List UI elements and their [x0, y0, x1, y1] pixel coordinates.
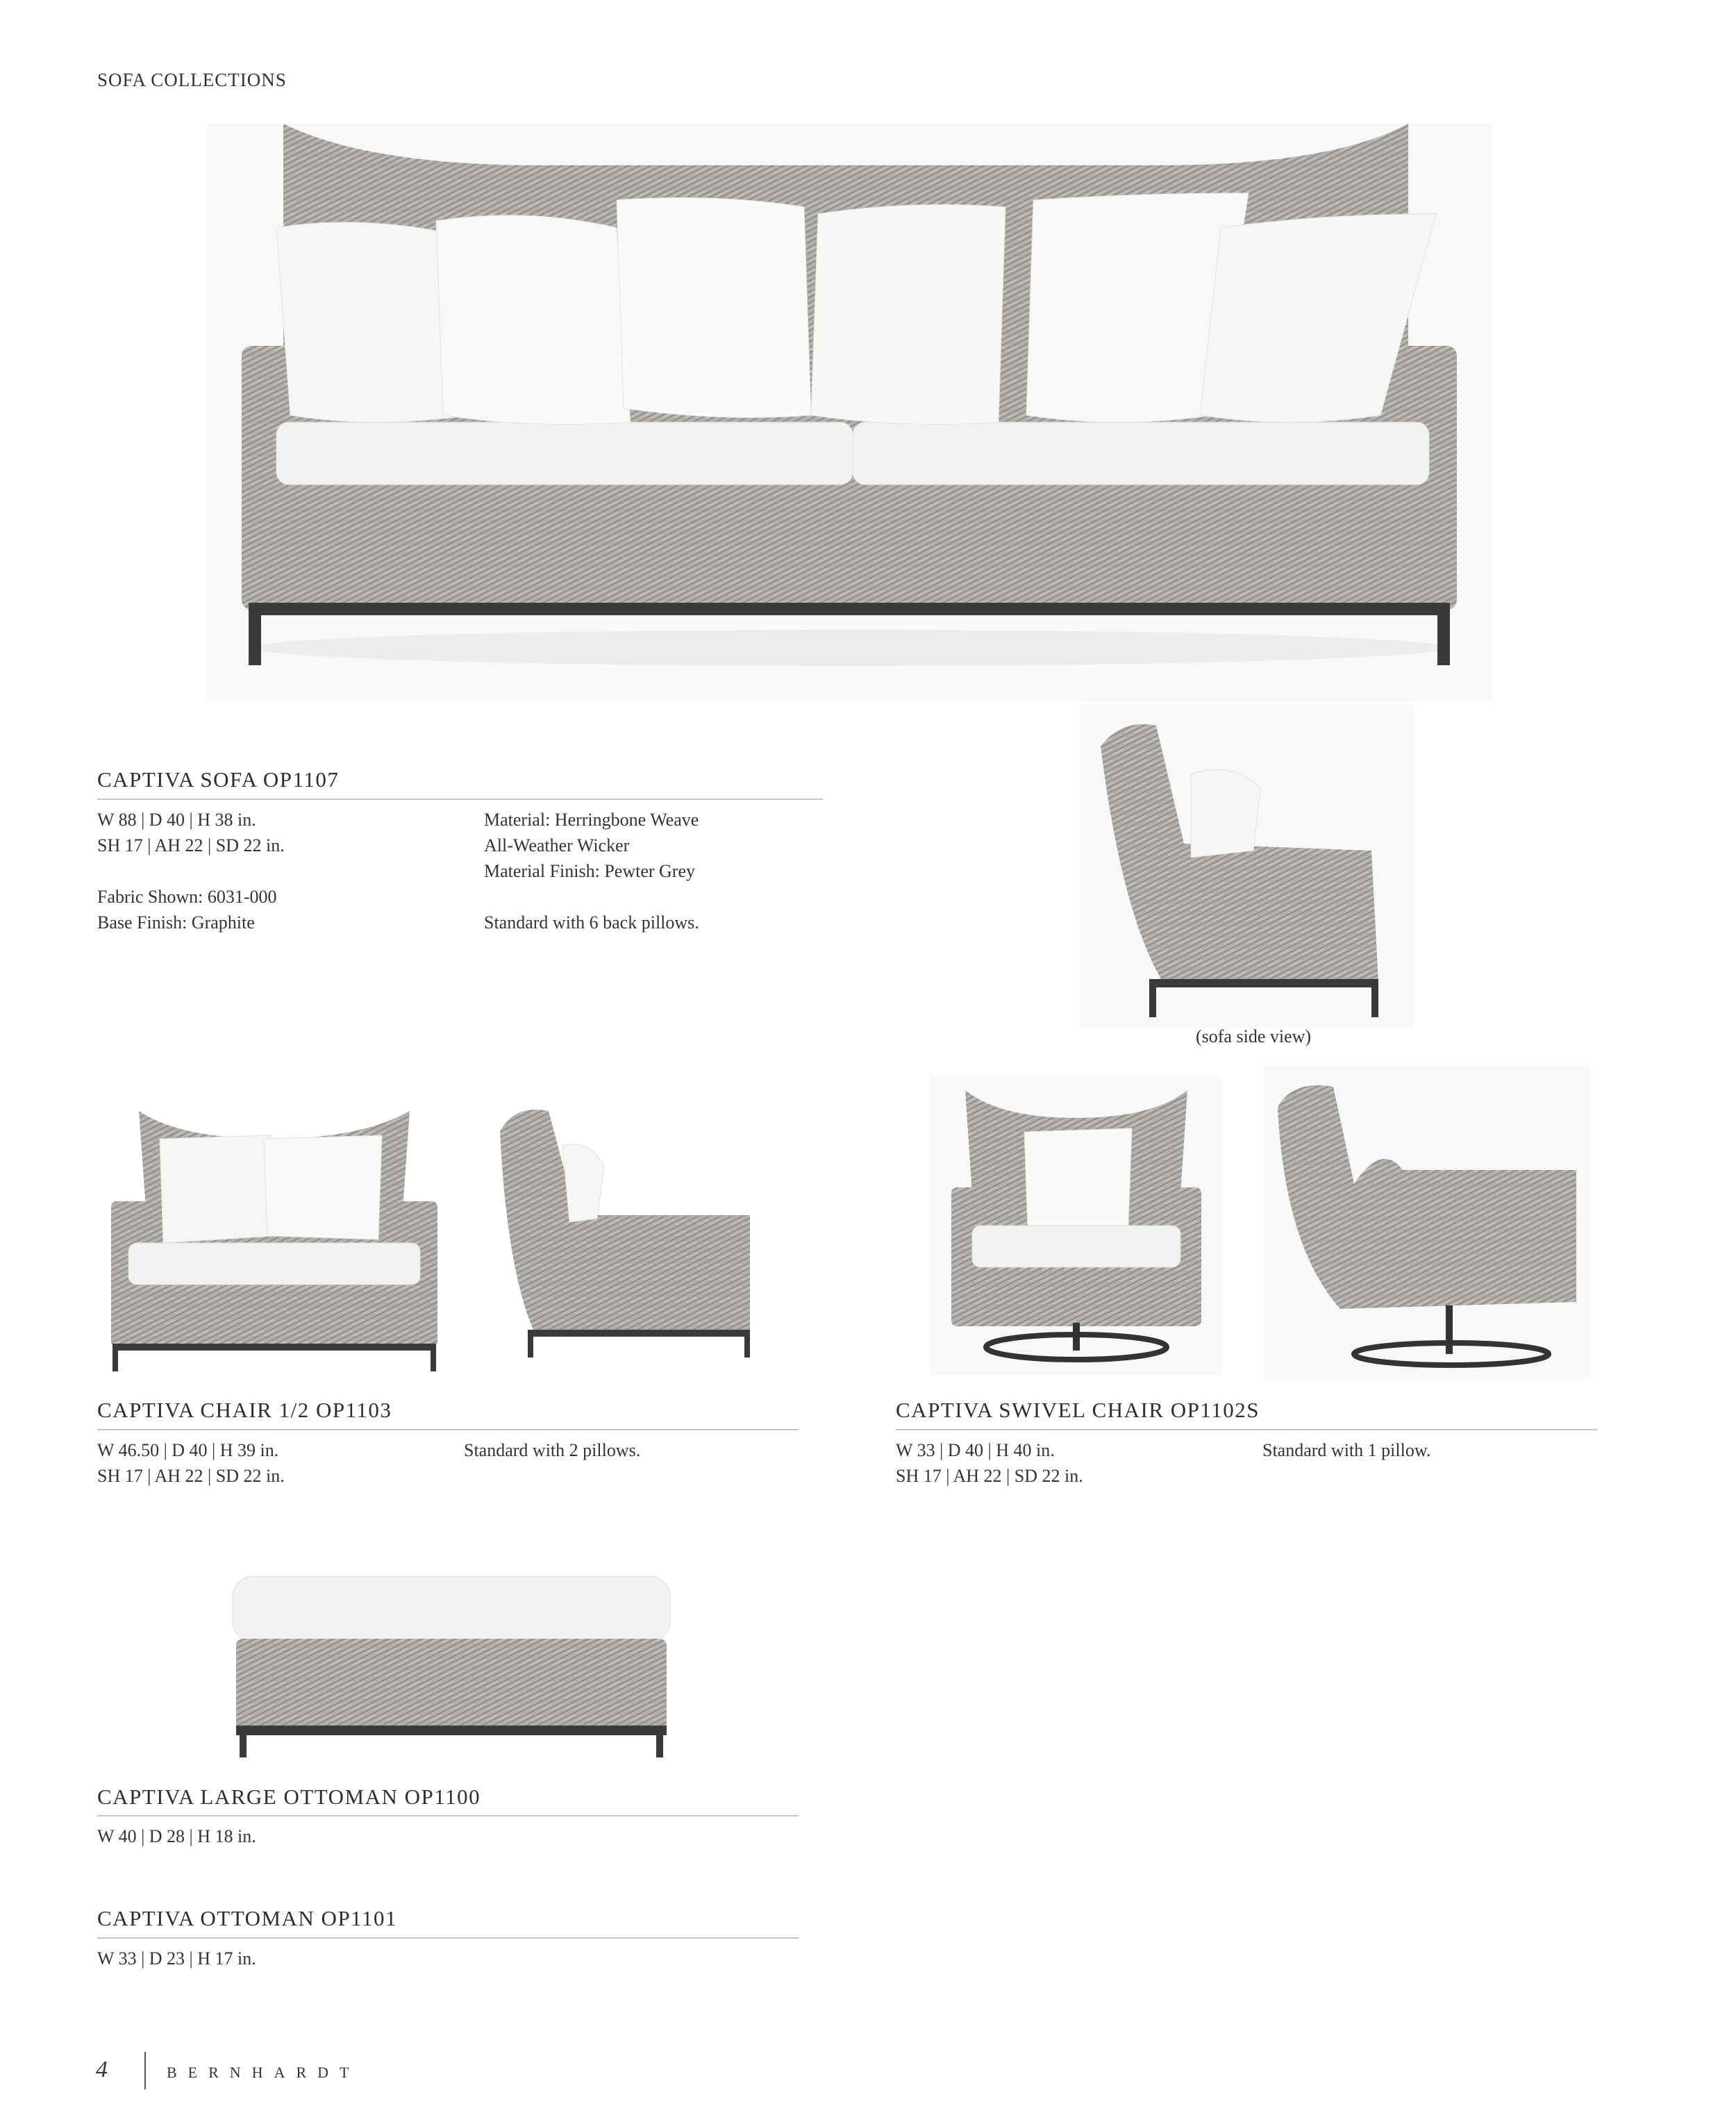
swivel-dims-line2: SH 17 | AH 22 | SD 22 in. — [896, 1466, 1083, 1486]
sofa-title: CAPTIVA SOFA OP1107 — [97, 767, 340, 792]
large-ottoman-title: CAPTIVA LARGE OTTOMAN OP1100 — [97, 1785, 481, 1809]
ottoman-title: CAPTIVA OTTOMAN OP1101 — [97, 1906, 398, 1930]
sofa-material-finish: Material Finish: Pewter Grey — [484, 861, 695, 881]
ottoman-dims: W 33 | D 23 | H 17 in. — [97, 1948, 256, 1969]
swivel-title: CAPTIVA SWIVEL CHAIR OP1102S — [896, 1398, 1260, 1422]
large-ottoman-dims: W 40 | D 28 | H 18 in. — [97, 1826, 256, 1846]
sofa-pillows: Standard with 6 back pillows. — [484, 912, 699, 933]
sofa-fabric: Fabric Shown: 6031-000 — [97, 887, 277, 907]
sofa-material-type: All-Weather Wicker — [484, 835, 630, 855]
sofa-side-image — [1080, 705, 1413, 1028]
sofa-dims-line2: SH 17 | AH 22 | SD 22 in. — [97, 835, 285, 855]
swivel-pillows: Standard with 1 pillow. — [1262, 1440, 1431, 1460]
chair-title: CAPTIVA CHAIR 1/2 OP1103 — [97, 1398, 392, 1422]
chair-title-rule — [97, 1429, 799, 1430]
chair-pillows: Standard with 2 pillows. — [464, 1440, 641, 1460]
sofa-front-image — [207, 124, 1492, 701]
chair-dims-line1: W 46.50 | D 40 | H 39 in. — [97, 1440, 279, 1460]
swivel-title-rule — [896, 1429, 1597, 1430]
chair-side-image — [486, 1097, 764, 1375]
section-label: SOFA COLLECTIONS — [97, 69, 287, 90]
sofa-title-rule — [97, 799, 823, 800]
swivel-dims-line1: W 33 | D 40 | H 40 in. — [896, 1440, 1055, 1460]
brand-logo: BERNHARDT — [167, 2064, 360, 2081]
sofa-material: Material: Herringbone Weave — [484, 810, 699, 830]
page-number: 4 — [96, 2057, 108, 2082]
swivel-front-image — [930, 1076, 1222, 1375]
large-ottoman-title-rule — [97, 1815, 799, 1816]
sofa-base-finish: Base Finish: Graphite — [97, 912, 255, 933]
swivel-side-image — [1264, 1066, 1590, 1378]
footer-divider — [144, 2052, 146, 2089]
ottoman-title-rule — [97, 1937, 799, 1939]
ottoman-image — [208, 1548, 694, 1764]
chair-front-image — [97, 1097, 451, 1375]
sofa-dims-line1: W 88 | D 40 | H 38 in. — [97, 810, 256, 830]
sofa-side-caption: (sofa side view) — [1196, 1026, 1312, 1046]
chair-dims-line2: SH 17 | AH 22 | SD 22 in. — [97, 1466, 285, 1486]
